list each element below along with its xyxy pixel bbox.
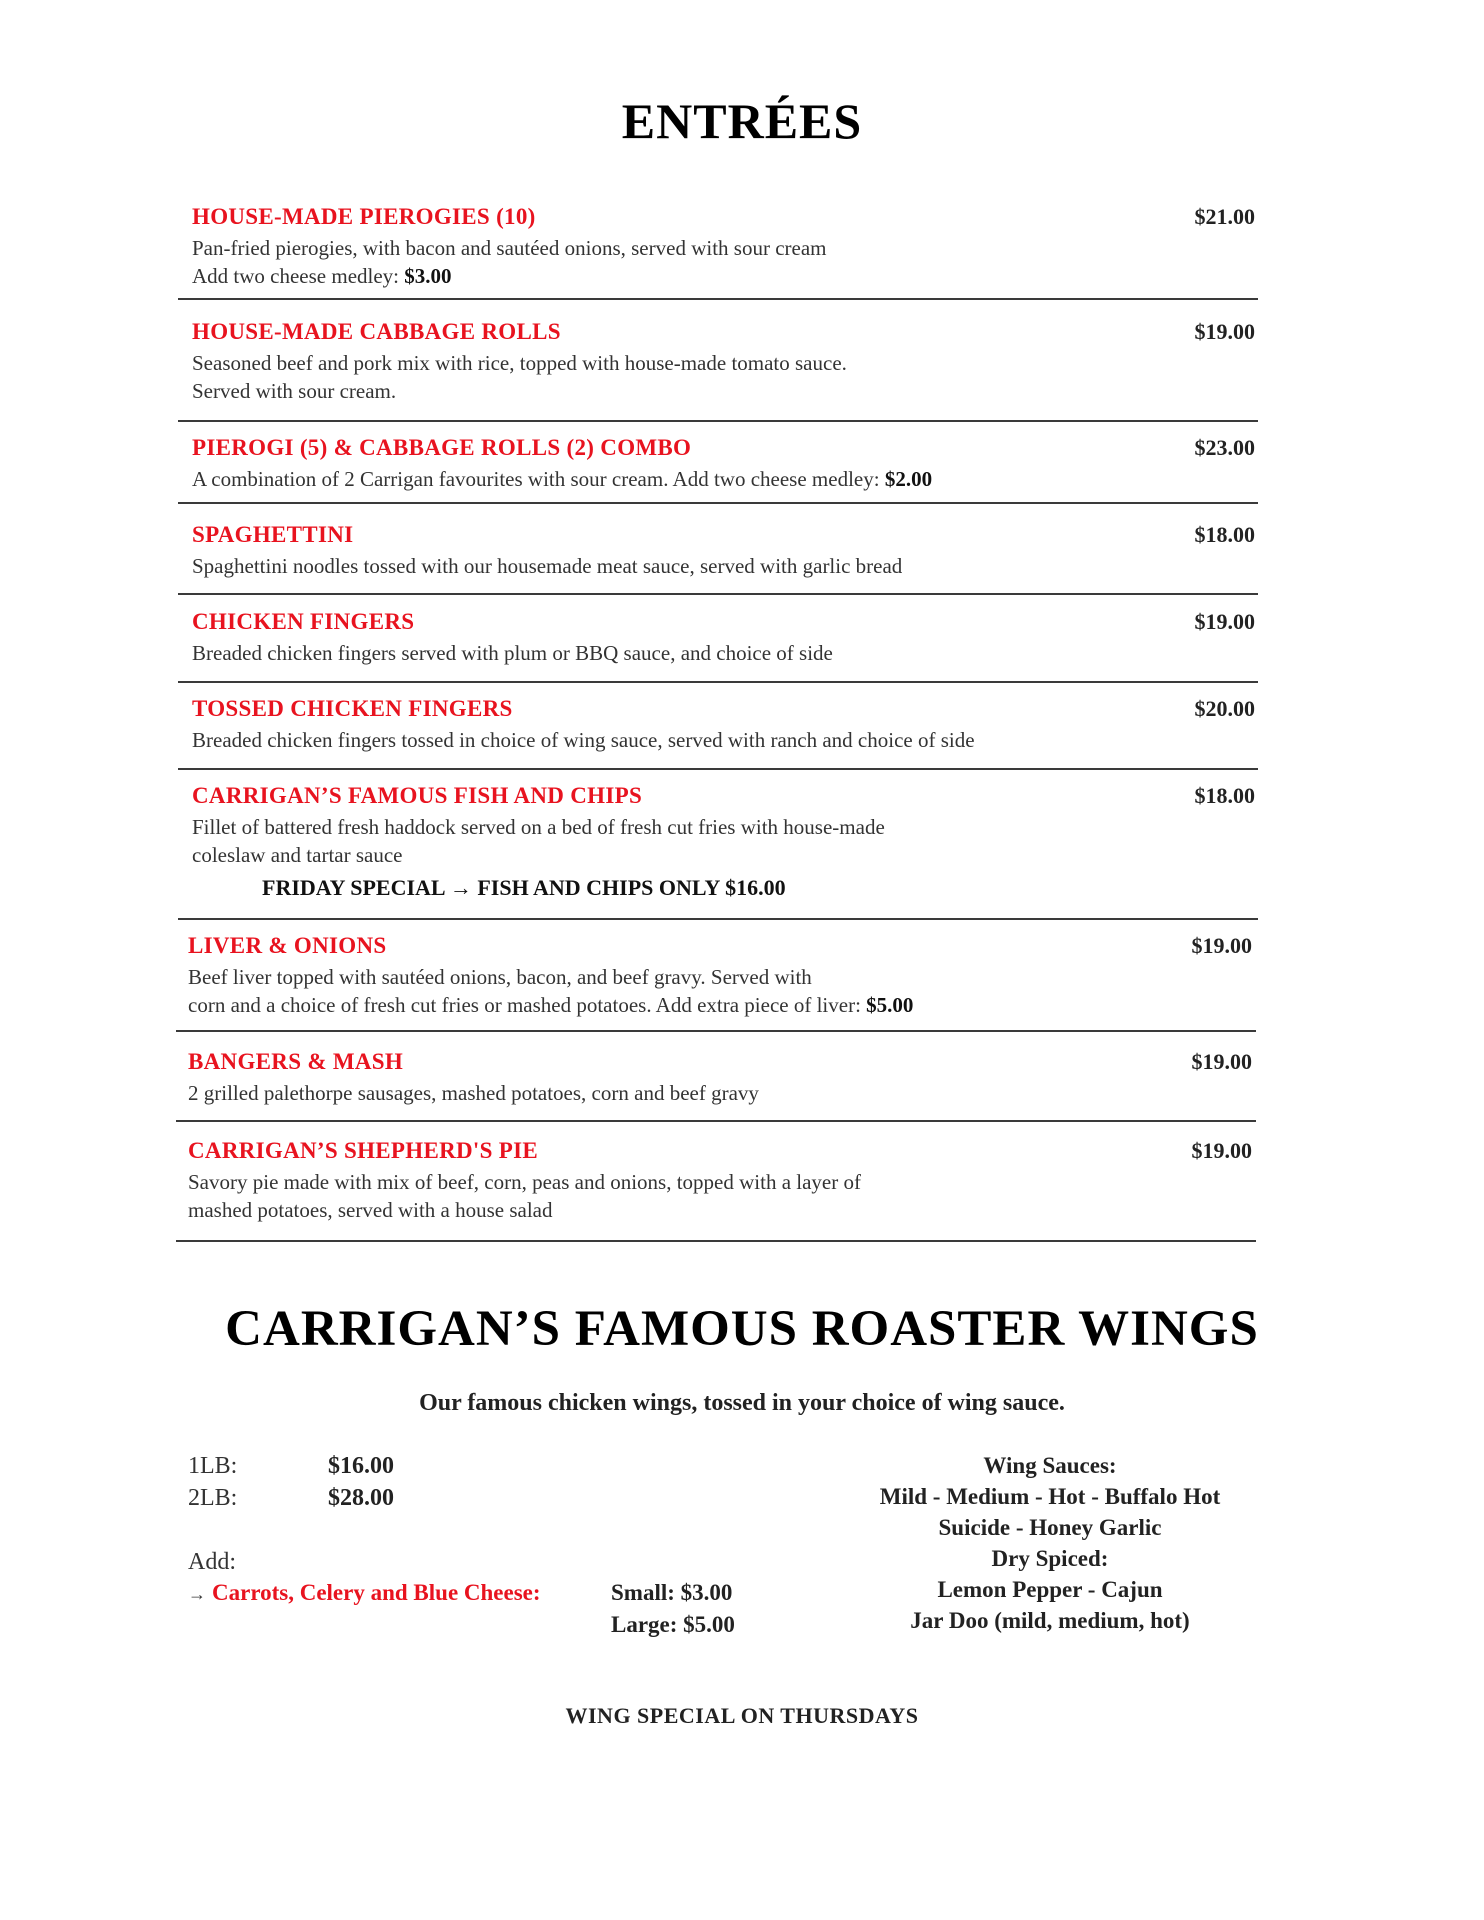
item-addon (188, 991, 913, 1019)
arrow-right-icon: → (188, 1584, 206, 1604)
item-title: HOUSE-MADE PIEROGIES (10) (192, 204, 536, 229)
wings-subtitle: Our famous chicken wings, tossed in your choice of wing sauce. (419, 1390, 1065, 1416)
sauces-heading: Wing Sauces: (983, 1453, 1117, 1478)
size-price: $28.00 (328, 1485, 394, 1511)
divider (178, 502, 1258, 504)
size-label: 2LB: (188, 1485, 238, 1511)
item-title: HOUSE-MADE CABBAGE ROLLS (192, 319, 561, 344)
item-description: Spaghettini noodles tossed with our housemade meat sauce, served with garlic bread (192, 554, 903, 578)
addon-text: corn and a choice of fresh cut fries or mashed potatoes. Add extra piece of liver: (188, 993, 867, 1017)
item-title: CARRIGAN’S SHEPHERD'S PIE (188, 1138, 538, 1163)
dry-spiced-list: Jar Doo (mild, medium, hot) (910, 1608, 1190, 1633)
size-label: 1LB: (188, 1453, 238, 1479)
item-price: $18.00 (1194, 783, 1255, 808)
divider (178, 420, 1258, 422)
friday-special: FRIDAY SPECIAL → FISH AND CHIPS ONLY $16.00 (262, 875, 786, 900)
item-description: Served with sour cream. (192, 379, 397, 403)
item-price: $19.00 (1191, 933, 1252, 958)
item-description: 2 grilled palethorpe sausages, mashed potatoes, corn and beef gravy (188, 1081, 759, 1105)
item-description: mashed potatoes, served with a house salad (188, 1198, 553, 1222)
wings-heading: CARRIGAN’S FAMOUS ROASTER WINGS (225, 1301, 1259, 1357)
entrees-heading: ENTRÉES (621, 93, 863, 149)
item-description: Savory pie made with mix of beef, corn, peas and onions, topped with a layer of (188, 1170, 861, 1194)
divider (178, 298, 1258, 300)
dry-spiced-heading: Dry Spiced: (991, 1546, 1109, 1571)
divider (178, 593, 1258, 595)
add-label: Add: (188, 1549, 236, 1575)
item-price: $19.00 (1194, 609, 1255, 634)
addon-price: $5.00 (866, 993, 914, 1017)
item-description: Seasoned beef and pork mix with rice, topped with house-made tomato sauce. (192, 351, 847, 375)
item-price: $23.00 (1194, 435, 1255, 460)
dry-spiced-list: Lemon Pepper - Cajun (937, 1577, 1163, 1602)
sauce-list: Suicide - Honey Garlic (938, 1515, 1162, 1540)
divider (176, 1120, 1256, 1122)
divider (178, 918, 1258, 920)
item-description: Beef liver topped with sautéed onions, bacon, and beef gravy. Served with (188, 965, 812, 989)
item-title: SPAGHETTINI (192, 522, 354, 547)
addon-small-price: Small: $3.00 (611, 1580, 733, 1605)
item-description: Pan-fried pierogies, with bacon and sautéed onions, served with sour cream (192, 236, 827, 260)
addon-item (188, 1578, 541, 1609)
item-title: TOSSED CHICKEN FINGERS (192, 696, 513, 721)
item-price: $19.00 (1191, 1049, 1252, 1074)
addon-price: $2.00 (884, 467, 933, 491)
item-price: $21.00 (1194, 204, 1255, 229)
item-title: BANGERS & MASH (188, 1049, 404, 1074)
item-description: Breaded chicken fingers tossed in choice of wing sauce, served with ranch and choice of side (192, 728, 975, 752)
sauce-list: Mild - Medium - Hot - Buffalo Hot (879, 1484, 1221, 1509)
item-description: coleslaw and tartar sauce (192, 843, 403, 867)
item-description: Fillet of battered fresh haddock served on a bed of fresh cut fries with house-made (192, 815, 885, 839)
addon-price: $3.00 (404, 264, 452, 288)
item-price: $19.00 (1194, 319, 1255, 344)
divider (178, 681, 1258, 683)
item-addon (192, 262, 452, 290)
wing-sauces (820, 1450, 1280, 1636)
item-title: LIVER & ONIONS (188, 933, 387, 958)
addon-name: Carrots, Celery and Blue Cheese: (212, 1580, 541, 1605)
addon-large-price: Large: $5.00 (611, 1612, 735, 1637)
item-description: Breaded chicken fingers served with plum or BBQ sauce, and choice of side (192, 641, 833, 665)
item-title: CHICKEN FINGERS (192, 609, 415, 634)
wing-special: WING SPECIAL ON THURSDAYS (565, 1703, 919, 1728)
divider (178, 768, 1258, 770)
addon-text: Add two cheese medley: (192, 264, 405, 288)
item-price: $18.00 (1194, 522, 1255, 547)
item-addon (192, 465, 932, 493)
item-title: PIEROGI (5) & CABBAGE ROLLS (2) COMBO (192, 435, 692, 460)
divider (176, 1030, 1256, 1032)
item-price: $20.00 (1194, 696, 1255, 721)
size-price: $16.00 (328, 1453, 394, 1479)
item-title: CARRIGAN’S FAMOUS FISH AND CHIPS (192, 783, 643, 808)
divider (176, 1240, 1256, 1242)
item-price: $19.00 (1191, 1138, 1252, 1163)
addon-text: A combination of 2 Carrigan favourites with sour cream. Add two cheese medley: (192, 467, 885, 491)
